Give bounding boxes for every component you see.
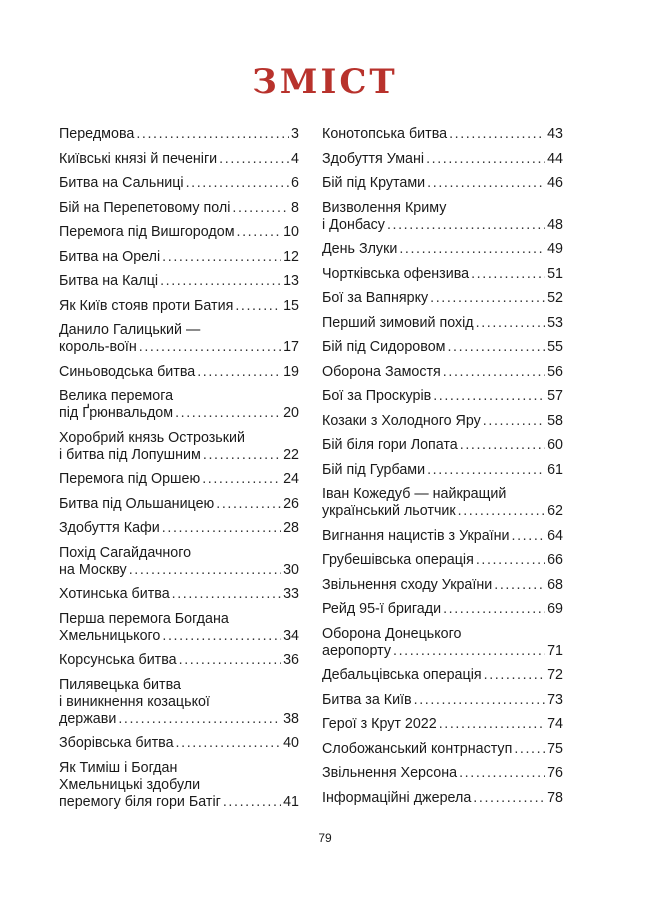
toc-entry-page: 24: [283, 471, 299, 487]
toc-entry-page: 26: [283, 495, 299, 512]
toc-entry-title-line: Перший зимовий похід: [322, 314, 474, 331]
toc-entry-page: 48: [547, 216, 563, 233]
toc-entry[interactable]: [322, 413, 563, 430]
dot-leader: [484, 667, 545, 684]
toc-entry-page: 17: [283, 339, 299, 355]
toc-entry-title-line: Бій біля гори Лопата: [322, 437, 458, 453]
toc-entry-page: 38: [283, 710, 299, 727]
toc-entry-page: 56: [547, 363, 563, 380]
toc-entry[interactable]: [59, 298, 299, 315]
dot-leader: [426, 151, 545, 168]
toc-entry-title-line: Пилявецька битва: [59, 676, 181, 693]
toc-entry[interactable]: [59, 388, 299, 422]
toc-entry-title-line: Бій під Крутами: [322, 175, 426, 191]
toc-entry[interactable]: [322, 200, 563, 234]
toc-entry-page: 46: [547, 175, 563, 191]
dot-leader: [162, 520, 281, 537]
dot-leader: [443, 601, 545, 618]
dot-leader: [216, 496, 281, 513]
toc-entry-page: 15: [283, 297, 299, 314]
dot-leader: [237, 224, 282, 241]
toc-entry-title-line: Битва на Сальниці: [59, 175, 184, 191]
toc-entry-title-line: держави: [59, 710, 117, 727]
toc-entry-title-line: Битва на Калці: [59, 273, 159, 289]
toc-entry-title-line: Бій на Перепетовому полі: [59, 199, 231, 216]
toc-entry-page: 75: [547, 740, 563, 757]
toc-entry-title-line: Чортківська офензива: [322, 265, 470, 282]
toc-entry-page: 73: [547, 691, 563, 708]
dot-leader: [460, 437, 545, 454]
toc-entry-title-line: Бої за Вапнярку: [322, 290, 429, 306]
toc-entry-title-line: Рейд 95-ї бригади: [322, 601, 442, 617]
dot-leader: [458, 503, 545, 520]
toc-entry-page: 51: [547, 265, 563, 282]
toc-entry[interactable]: [322, 765, 563, 782]
toc-entry-title-line: Зборівська битва: [59, 735, 174, 751]
toc-entry-title-line: Здобуття Кафи: [59, 520, 160, 536]
toc-right-column: [322, 126, 563, 814]
toc-entry-page: 20: [283, 405, 299, 421]
toc-entry[interactable]: [59, 175, 299, 192]
toc-entry[interactable]: [59, 586, 299, 603]
toc-entry-title-line: Слобожанський контрнаступ: [322, 740, 513, 757]
toc-entry-title-line: Оборона Замостя: [322, 363, 441, 380]
toc-entry-page: 52: [547, 290, 563, 306]
toc-entry-title-line: Інформаційні джерела: [322, 789, 472, 806]
dot-leader: [139, 339, 281, 356]
toc-entry-page: 19: [283, 363, 299, 380]
toc-entry[interactable]: [322, 175, 563, 192]
toc-entry[interactable]: [322, 626, 563, 660]
toc-entry-page: 36: [283, 652, 299, 668]
toc-entry[interactable]: [59, 249, 299, 266]
toc-entry-title-line: Битва під Ольшаницею: [59, 495, 215, 512]
toc-entry-page: 64: [547, 527, 563, 544]
toc-entry-title-line: перемогу біля гори Батіг: [59, 793, 221, 810]
toc-entry[interactable]: [322, 601, 563, 618]
dot-leader: [447, 339, 545, 356]
page-title: ЗМІСТ: [252, 62, 398, 102]
dot-leader: [430, 290, 545, 307]
dot-leader: [219, 151, 289, 168]
toc-entry[interactable]: [59, 322, 299, 356]
toc-entry-title-line: Данило Галицький —: [59, 322, 201, 338]
toc-entry[interactable]: [322, 692, 563, 709]
toc-entry-page: 60: [547, 437, 563, 453]
toc-entry-page: 13: [283, 273, 299, 289]
dot-leader: [427, 462, 545, 479]
toc-entry-title-line: Іван Кожедуб — найкращий: [322, 486, 507, 502]
toc-entry-page: 33: [283, 586, 299, 602]
toc-entry-title-line: Оборона Донецького: [322, 625, 462, 642]
dot-leader: [514, 741, 545, 758]
toc-entry-page: 8: [291, 199, 299, 216]
toc-entry-page: 49: [547, 241, 563, 257]
toc-entry-title-line: Герої з Крут 2022: [322, 716, 437, 732]
toc-entry[interactable]: [322, 339, 563, 356]
dot-leader: [162, 628, 281, 645]
toc-entry-page: 66: [547, 552, 563, 568]
toc-entry-title-line: Похід Сагайдачного: [59, 544, 192, 561]
toc-entry[interactable]: [59, 652, 299, 669]
toc-entry[interactable]: [322, 486, 563, 520]
toc-entry[interactable]: [322, 266, 563, 283]
toc-entry[interactable]: [322, 462, 563, 479]
toc-entry-title-line: Битва на Орелі: [59, 248, 161, 265]
toc-entry-title-line: Битва за Київ: [322, 691, 412, 708]
toc-entry-page: 71: [547, 642, 563, 659]
toc-entry-page: 4: [291, 150, 299, 167]
toc-entry-page: 12: [283, 248, 299, 265]
toc-entry[interactable]: [322, 315, 563, 332]
page-number: 79: [318, 831, 332, 845]
toc-entry-page: 3: [291, 126, 299, 142]
toc-entry[interactable]: [59, 224, 299, 241]
toc-entry-title-line: і битва під Лопушним: [59, 446, 201, 463]
toc-entry-title-line: Хоробрий князь Острозький: [59, 429, 245, 446]
dot-leader: [118, 711, 281, 728]
toc-entry-page: 72: [547, 667, 563, 683]
dot-leader: [186, 175, 289, 192]
toc-entry-title-line: Здобуття Умані: [322, 150, 425, 167]
toc-entry-page: 69: [547, 601, 563, 617]
dot-leader: [179, 652, 281, 669]
toc-entry-title-line: Синьоводська битва: [59, 363, 196, 380]
dot-leader: [393, 643, 545, 660]
toc-entry[interactable]: [59, 151, 299, 168]
toc-entry-page: 40: [283, 735, 299, 751]
toc-entry-title-line: Велика перемога: [59, 388, 174, 404]
toc-entry-title-line: Як Тиміш і Богдан: [59, 759, 178, 776]
toc-entry-page: 41: [283, 793, 299, 810]
toc-entry-title-line: Перемога під Вишгородом: [59, 224, 235, 240]
toc-entry-page: 53: [547, 314, 563, 331]
dot-leader: [439, 716, 545, 733]
toc-entry-title-line: Хотинська битва: [59, 586, 170, 602]
toc-entry[interactable]: [59, 760, 299, 811]
toc-entry[interactable]: [322, 290, 563, 307]
toc-entry-title-line: і виникнення козацької: [59, 693, 210, 710]
dot-leader: [494, 577, 545, 594]
toc-entry[interactable]: [322, 667, 563, 684]
dot-leader: [172, 586, 281, 603]
toc-entry-title-line: і Донбасу: [322, 216, 385, 233]
dot-leader: [136, 126, 289, 143]
toc-entry-title-line: Бій під Сидоровом: [322, 339, 446, 355]
toc-entry[interactable]: [59, 496, 299, 513]
toc-entry-title-line: Конотопська битва: [322, 126, 448, 142]
toc-entry-page: 30: [283, 561, 299, 578]
toc-entry[interactable]: [59, 273, 299, 290]
toc-entry[interactable]: [59, 611, 299, 645]
dot-leader: [129, 562, 281, 579]
toc-entry-page: 58: [547, 412, 563, 429]
toc-entry-title-line: Козаки з Холодного Яру: [322, 412, 481, 429]
dot-leader: [235, 298, 281, 315]
dot-leader: [433, 388, 545, 405]
toc-entry-title-line: Дебальцівська операція: [322, 667, 482, 683]
dot-leader: [202, 471, 281, 488]
toc-entry-title-line: Бій під Гурбами: [322, 461, 426, 478]
toc-entry[interactable]: [59, 677, 299, 728]
toc-entry-page: 28: [283, 520, 299, 536]
toc-entry-title-line: Вигнання нацистів з України: [322, 527, 510, 544]
dot-leader: [223, 794, 281, 811]
toc-entry-title-line: король-воїн: [59, 339, 137, 355]
dot-leader: [197, 364, 281, 381]
toc-entry-title-line: Грубешівська операція: [322, 552, 474, 568]
toc-entry[interactable]: [59, 200, 299, 217]
dot-leader: [160, 273, 281, 290]
dot-leader: [512, 528, 546, 545]
toc-entry-page: 44: [547, 150, 563, 167]
toc-entry[interactable]: [322, 552, 563, 569]
toc-entry[interactable]: [322, 577, 563, 594]
toc-entry[interactable]: [322, 790, 563, 807]
dot-leader: [471, 266, 545, 283]
toc-entry[interactable]: [322, 437, 563, 454]
toc-entry[interactable]: [59, 364, 299, 381]
toc-entry-page: 68: [547, 576, 563, 593]
toc-entry-title-line: Визволення Криму: [322, 199, 447, 216]
dot-leader: [176, 735, 282, 752]
toc-entry-page: 55: [547, 339, 563, 355]
dot-leader: [162, 249, 281, 266]
toc-left-column: [59, 126, 299, 818]
toc-entry[interactable]: [59, 126, 299, 143]
toc-entry[interactable]: [322, 364, 563, 381]
dot-leader: [203, 447, 281, 464]
toc-entry-page: 57: [547, 388, 563, 404]
toc-entry-page: 34: [283, 627, 299, 644]
toc-entry-title-line: Перша перемога Богдана: [59, 610, 229, 627]
toc-entry-title-line: Київські князі й печеніги: [59, 150, 218, 167]
toc-entry[interactable]: [322, 151, 563, 168]
toc-entry-title-line: під Ґрюнвальдом: [59, 405, 174, 421]
toc-entry-title-line: Корсунська битва: [59, 652, 177, 668]
toc-entry[interactable]: [59, 735, 299, 752]
toc-entry-page: 78: [547, 789, 563, 806]
toc-entry-title-line: Бої за Проскурів: [322, 388, 432, 404]
toc-entry[interactable]: [322, 528, 563, 545]
toc-entry[interactable]: [322, 716, 563, 733]
dot-leader: [483, 413, 545, 430]
dot-leader: [427, 175, 545, 192]
dot-leader: [443, 364, 545, 381]
dot-leader: [476, 315, 545, 332]
dot-leader: [449, 126, 545, 143]
dot-leader: [387, 217, 545, 234]
toc-entry[interactable]: [322, 126, 563, 143]
toc-entry-page: 6: [291, 175, 299, 191]
dot-leader: [476, 552, 545, 569]
dot-leader: [459, 765, 545, 782]
dot-leader: [399, 241, 545, 258]
dot-leader: [232, 200, 289, 217]
toc-entry-title-line: Перемога під Оршею: [59, 471, 201, 487]
toc-entry-title-line: Хмельницькі здобули: [59, 776, 201, 793]
toc-entry-title-line: Як Київ стояв проти Батия: [59, 297, 234, 314]
dot-leader: [414, 692, 545, 709]
toc-entry-page: 22: [283, 446, 299, 463]
toc-entry[interactable]: [59, 430, 299, 464]
dot-leader: [175, 405, 281, 422]
toc-entry[interactable]: [59, 520, 299, 537]
toc-entry-title-line: на Москву: [59, 561, 127, 578]
toc-entry-title-line: Звільнення Херсона: [322, 765, 458, 781]
toc-entry-page: 10: [283, 224, 299, 240]
toc-entry-title-line: День Злуки: [322, 241, 398, 257]
toc-entry-page: 76: [547, 765, 563, 781]
toc-entry-title-line: Звільнення сходу України: [322, 576, 493, 593]
toc-entry-page: 43: [547, 126, 563, 142]
toc-entry-title-line: Хмельницького: [59, 627, 161, 644]
toc-entry-page: 62: [547, 503, 563, 519]
toc-entry[interactable]: [322, 241, 563, 258]
toc-entry-title-line: Передмова: [59, 126, 135, 142]
toc-entry-title-line: український льотчик: [322, 503, 456, 519]
toc-entry-page: 61: [547, 461, 563, 478]
toc-entry-title-line: аеропорту: [322, 642, 391, 659]
toc-entry[interactable]: [59, 545, 299, 579]
toc-entry[interactable]: [322, 741, 563, 758]
dot-leader: [473, 790, 545, 807]
toc-entry[interactable]: [322, 388, 563, 405]
toc-entry-page: 74: [547, 716, 563, 732]
toc-entry[interactable]: [59, 471, 299, 488]
